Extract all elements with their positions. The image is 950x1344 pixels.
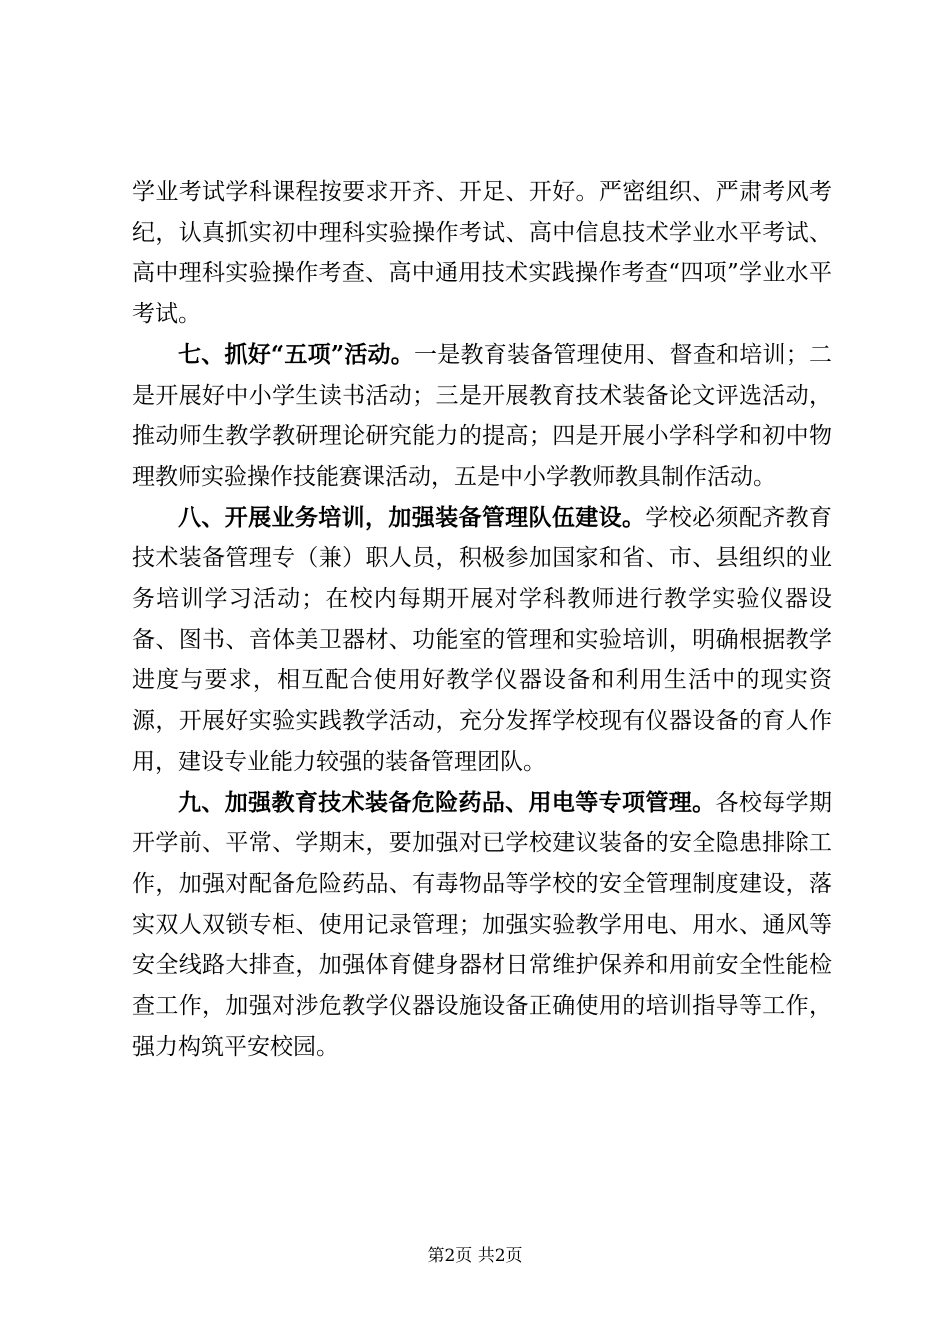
section-heading: 八、开展业务培训，加强装备管理队伍建设。: [178, 503, 646, 531]
paragraph-section-nine: [132, 783, 832, 1068]
paragraph-text: 学业考试学科课程按要求开齐、开足、开好。严密组织、严肃考风考纪，认真抓实初中理科实验操作考试、高中信息技术学业水平考试、高中理科实验操作考查、高中通用技术实践操作考查“四项”学业水平考试。: [132, 179, 832, 328]
document-body: [132, 172, 832, 1067]
paragraph-text: 学校必须配齐教育技术装备管理专（兼）职人员，积极参加国家和省、市、县组织的业务培训学习活动；在校内每期开展对学科教师进行教学实验仪器设备、图书、音体美卫器材、功能室的管理和实验培训，明确根据教学进度与要求，相互配合使用好教学仪器设备和利用生活中的现实资源，开展好实验实践教学活动，充分发挥学校现有仪器设备的育人作用，建设专业能力较强的装备管理团队。: [132, 504, 833, 775]
paragraph-continuation: [132, 172, 832, 335]
page-footer: [0, 1244, 950, 1268]
section-heading: 七、抓好“五项”活动。: [178, 340, 415, 368]
paragraph-text: 各校每学期开学前、平常、学期末，要加强对已学校建议装备的安全隐患排除工作，加强对配备危险药品、有毒物品等学校的安全管理制度建设，落实双人双锁专柜、使用记录管理；加强实验教学用电、用水、通风等安全线路大排查，加强体育健身器材日常维护保养和用前安全性能检查工作，加强对涉危教学仪器设施设备正确使用的培训指导等工作，强力构筑平安校园。: [132, 789, 833, 1060]
paragraph-section-seven: [132, 335, 832, 498]
section-heading: 九、加强教育技术装备危险药品、用电等专项管理。: [178, 788, 716, 816]
paragraph-text: 一是教育装备管理使用、督查和培训；二是开展好中小学生读书活动；三是开展教育技术装备论文评选活动，推动师生教学教研理论研究能力的提高；四是开展小学科学和初中物理教师实验操作技能赛课活动，五是中小学教师教具制作活动。: [132, 341, 832, 490]
paragraph-section-eight: [132, 498, 832, 783]
page-number-label: 第2页 共2页: [427, 1246, 523, 1266]
